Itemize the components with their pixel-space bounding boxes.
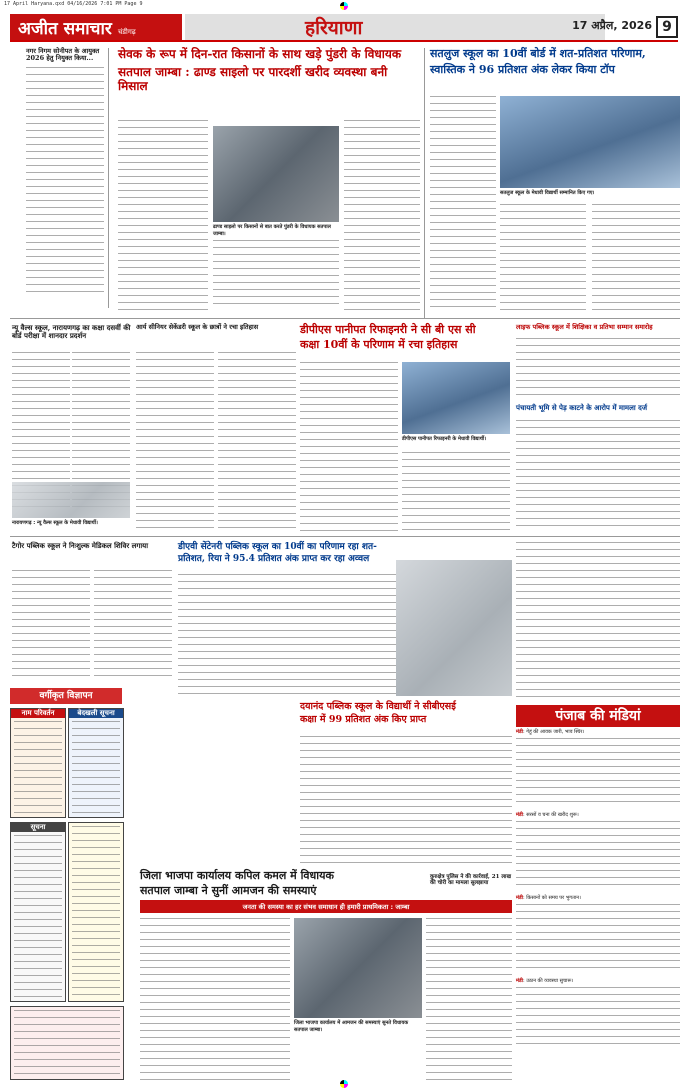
tagore-body-col1 xyxy=(12,570,90,682)
arya-headline: आर्य सीनियर सेकेंडरी स्कूल के छात्रों ने रचा इतिहास xyxy=(136,323,259,331)
bjp-caption: जिला भाजपा कार्यालय में आमजन की समस्याएं सुनते विधायक सतपाल जाम्बा। xyxy=(294,1020,409,1033)
mandi-item: मंडी: सरसों व चना की खरीद शुरू। xyxy=(516,812,579,818)
satlux-group-photo xyxy=(500,96,680,188)
logo-text: अजीत समाचार xyxy=(18,19,112,39)
tagore-headline: टैगोर पब्लिक स्कूल ने निःशुल्क मेडिकल शिविर लगाया xyxy=(12,541,149,550)
panchayat-headline: पंचायती भूमि से पेड़ काटने के आरोप में मामला दर्ज xyxy=(516,403,648,412)
dav-headline-1: डीएवी सेंटेनरी पब्लिक स्कूल का 10वीं का परिणाम रहा शत- xyxy=(178,542,377,552)
classified-ad-body xyxy=(72,826,120,1000)
dayanand-headline-2: कक्षा में 99 प्रतिशत अंक किए प्राप्त xyxy=(300,713,427,725)
satlux-body-col1 xyxy=(430,96,496,310)
mandi-header: पंजाब की मंडियां xyxy=(516,705,680,727)
satlux-headline-2: स्वास्तिक ने 96 प्रतिशत अंक लेकर किया टॉप xyxy=(430,62,615,76)
registration-mark-icon xyxy=(340,2,348,10)
classified-ad-body xyxy=(14,1010,120,1078)
life-school-headline: लाइफ पब्लिक स्कूल में शिक्षिका व प्रतिभा सम्मान समारोह xyxy=(516,323,653,331)
mandi-item-name: मंडी xyxy=(516,978,523,984)
classified-ad xyxy=(68,708,124,818)
dps-group-photo xyxy=(402,362,510,434)
panchayat-story xyxy=(516,404,680,412)
student-portraits-photo xyxy=(396,560,512,696)
issue-date: 17 अप्रैल, 2026 xyxy=(572,19,652,32)
classified-ad-body xyxy=(72,721,120,817)
satlux-headline-1: सतलुज स्कूल का 10वीं बोर्ड में शत-प्रतिशत परिणाम, xyxy=(430,47,646,60)
new-vales-photo xyxy=(12,482,130,518)
classified-ad xyxy=(10,1006,124,1080)
main-story-photo xyxy=(213,126,339,222)
dps-body-col2 xyxy=(402,452,510,532)
kurukshetra-headline: कुरुक्षेत्र पुलिस ने की कार्रवाई, 21 लाख की चोरी का मामला सुलझाया xyxy=(430,874,511,887)
dayanand-story xyxy=(300,702,512,726)
mandi-list xyxy=(516,729,680,1079)
main-story xyxy=(118,48,420,93)
mandi-item-name: मंडी xyxy=(516,895,523,901)
panchayat-body xyxy=(516,420,680,530)
main-headline-2: सतपाल जाम्बा : ढाण्ड साइलो पर पारदर्शी खरीद व्यवस्था बनी मिसाल xyxy=(118,64,388,93)
classified-header: वर्गीकृत विज्ञापन xyxy=(10,688,122,704)
new-vales-headline: न्यू वैल्स स्कूल, नारायणगढ़ का कक्षा दसवीं की बोर्ड परीक्षा में शानदार प्रदर्शन xyxy=(12,323,131,341)
satlux-story xyxy=(430,48,680,76)
dav-headline-2: प्रतिशत, रिया ने 95.4 प्रतिशत अंक प्राप्त कर रहा अव्वल xyxy=(178,554,370,565)
print-slug: 17 April Haryana.qxd 04/16/2026 7:01 PM Page 9 xyxy=(4,1,143,7)
mandi-item-name: मंडी xyxy=(516,812,523,818)
logo-city: चंडीगढ़ xyxy=(117,28,136,36)
column-rule xyxy=(108,48,109,308)
classified-ad-title: बेदखली सूचना xyxy=(69,709,123,718)
life-public-school-story xyxy=(516,324,680,331)
mandi-item-text: गेहूं की आवक जारी, भाव स्थिर। xyxy=(526,729,585,735)
classified-ad xyxy=(10,708,66,818)
mandi-item-body xyxy=(516,987,680,1047)
registration-mark-icon xyxy=(340,1080,348,1088)
classified-ad xyxy=(68,822,124,1002)
classified-ad-title: सूचना xyxy=(11,823,65,832)
new-vales-caption: नारायणगढ़ : न्यू वैल्स स्कूल के मेधावी विद्यार्थी। xyxy=(12,520,98,526)
mandi-item: मंडी: गेहूं की आवक जारी, भाव स्थिर। xyxy=(516,729,585,735)
classified-ad-title: नाम परिवर्तन xyxy=(11,709,65,718)
life-school-body xyxy=(516,338,680,398)
tagore-story xyxy=(12,542,172,550)
classified-ad xyxy=(10,822,66,1002)
mandi-item-body xyxy=(516,738,680,808)
masthead xyxy=(10,12,678,42)
arya-story xyxy=(136,324,296,331)
dps-caption: डीपीएस पानीपत रिफाइनरी के मेधावी विद्यार्थी। xyxy=(402,436,487,442)
mandi-item-body xyxy=(516,821,680,891)
arya-body-col1 xyxy=(136,352,214,530)
tagore-body-col2 xyxy=(94,570,172,682)
main-story-body-col1 xyxy=(118,120,208,310)
main-story-body-col3 xyxy=(344,120,420,310)
classified-ad-body xyxy=(14,721,62,817)
mandi-item-text: उठान की व्यवस्था सुचारू। xyxy=(526,978,574,984)
left-top-story xyxy=(26,48,104,292)
left-top-headline: नगर निगम सोनीपत के आयुक्त 2026 हेतु नियुक्त किया... xyxy=(26,47,100,63)
left-top-body xyxy=(26,67,104,292)
section-rule xyxy=(10,536,680,537)
satlux-caption: सतलुज स्कूल के मेधावी विद्यार्थी सम्मानित किए गए। xyxy=(500,190,595,196)
bjp-photo xyxy=(294,918,422,1018)
column-rule xyxy=(424,48,425,318)
bjp-body-col2 xyxy=(426,918,512,1080)
main-story-body-col2 xyxy=(213,240,339,310)
arya-body-col2 xyxy=(218,352,296,530)
right-mid-story-body xyxy=(516,542,680,700)
bjp-body-col1 xyxy=(140,918,290,1080)
bjp-headline-1: जिला भाजपा कार्यालय कपिल कमल में विधायक xyxy=(140,869,334,882)
mandi-item: मंडी: उठान की व्यवस्था सुचारू। xyxy=(516,978,574,984)
main-headline-1: सेवक के रूप में दिन-रात किसानों के साथ खड़े पुंडरी के विधायक xyxy=(118,47,402,61)
bjp-headline-2: सतपाल जाम्बा ने सुनीं आमजन की समस्याएं xyxy=(140,883,317,897)
page-number: 9 xyxy=(656,16,678,38)
mandi-item-name: मंडी xyxy=(516,729,523,735)
dayanand-headline-1: दयानंद पब्लिक स्कूल के विद्यार्थी ने सीबीएसई xyxy=(300,701,456,712)
section-rule xyxy=(10,318,680,319)
mandi-item-text: किसानों को समय पर भुगतान। xyxy=(526,895,581,901)
satlux-body-col3 xyxy=(592,204,680,310)
new-vales-story xyxy=(12,324,132,340)
newspaper-logo xyxy=(10,14,182,40)
classified-ad-body xyxy=(14,835,62,1001)
kurukshetra-story xyxy=(430,874,512,887)
bjp-subhead: जनता की समस्या का हर संभव समाधान ही हमारी प्राथमिकता : जाम्बा xyxy=(140,900,512,913)
mandi-item-body xyxy=(516,904,680,974)
dps-headline-1: डीपीएस पानीपत रिफाइनरी ने सी बी एस सी xyxy=(300,323,476,336)
dayanand-body xyxy=(300,736,512,866)
satlux-body-col2 xyxy=(500,204,586,310)
main-story-caption: ढाण्ड साइलो पर किसानों से बात करते पुंडरी के विधायक सतपाल जाम्बा। xyxy=(213,224,331,237)
mandi-item-text: सरसों व चना की खरीद शुरू। xyxy=(526,812,579,818)
dps-headline-2: कक्षा 10वीं के परिणाम में रचा इतिहास xyxy=(300,337,458,351)
dps-story xyxy=(300,324,510,351)
mandi-item: मंडी: किसानों को समय पर भुगतान। xyxy=(516,895,581,901)
dps-body-col1 xyxy=(300,362,398,532)
section-title: हरियाणा xyxy=(185,14,605,40)
